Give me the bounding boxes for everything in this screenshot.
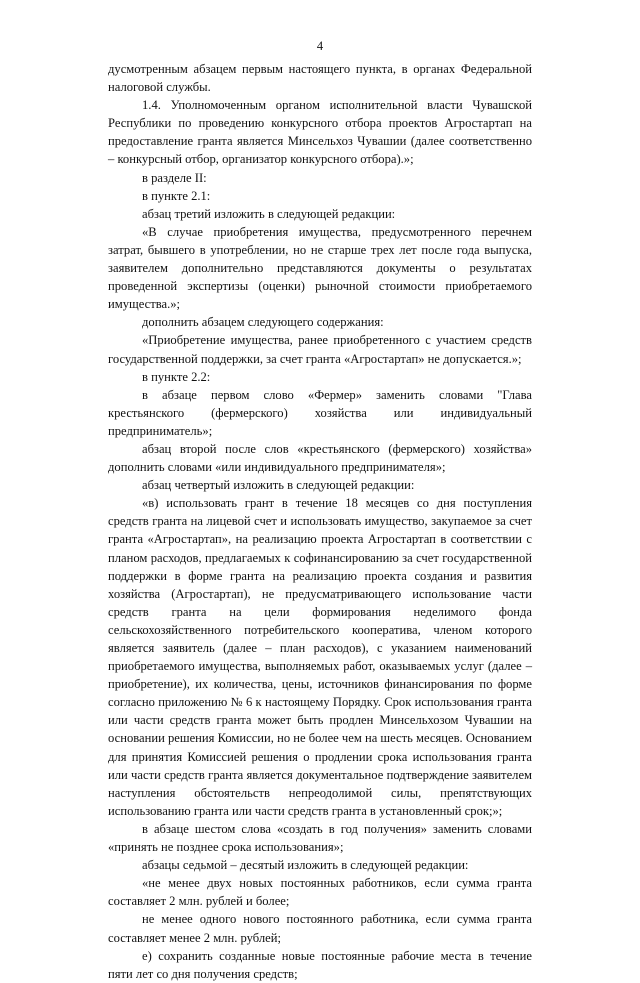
paragraph: е) сохранить созданные новые постоянные рабочие места в течение пяти лет со дня получения средств; xyxy=(108,948,532,981)
paragraph: «в) использовать грант в течение 18 месяцев со дня поступления средств гранта на лицевой счет и использовать имущество, закупаемое за счет гранта «Агростартап», на реализацию проекта Агростартап в соответствии с планом расходов, предлагаемых к софинансированию за счет государственной поддержки в форме гранта на реализацию проекта создания и развития хозяйства (Агростартап), не предусматривающего использование части средств гранта на цели формирования неделимого фонда сельскохозяйственного потребительского кооператива, членом которого является заявитель (далее – план расходов), с указанием наименований приобретаемого имущества, выполняемых работ, оказываемых услуг (далее – приобретение), их количества, цены, источников финансирования по форме согласно приложению № 6 к настоящему Порядку. Срок использования гранта или части средств гранта может быть продлен Минсельхозом Чувашии на основании решения Комиссии, но не более чем на шесть месяцев. Основанием для принятия Комиссией решения о продлении срока использования гранта или части средств гранта является документальное подтверждение заявителем наступления обстоятельств непреодолимой силы, препятствующих использованию гранта или части средств гранта в установленный срок;»; xyxy=(108,496,532,818)
paragraph: дополнить абзацем следующего содержания: xyxy=(142,315,384,330)
paragraph: «Приобретение имущества, ранее приобретенного с участием средств государственной поддержки, за счет гранта «Агростартап» не допускается.»; xyxy=(108,333,532,366)
paragraph: в разделе II: xyxy=(142,170,207,185)
paragraph: дусмотренным абзацем первым настоящего пункта, в органах Федеральной налоговой службы. xyxy=(108,62,532,95)
paragraph: «В случае приобретения имущества, предусмотренного перечнем затрат, бывшего в употреблении, но не старше трех лет после года выпуска, заявителем дополнительно представляются документы о результатах проведенной экспертизы (оценки) рыночной стоимости приобретаемого имущества.»; xyxy=(108,224,532,312)
paragraph: в пункте 2.1: xyxy=(142,188,211,203)
paragraph: абзац третий изложить в следующей редакции: xyxy=(142,206,396,221)
paragraph: в абзаце первом слово «Фермер» заменить словами "Глава крестьянского (фермерского) хозяйства или индивидуальный предприниматель»; xyxy=(108,387,532,438)
paragraph: в пункте 2.2: xyxy=(142,369,211,384)
paragraph: абзацы седьмой – десятый изложить в следующей редакции: xyxy=(142,858,469,873)
paragraph: абзац второй после слов «крестьянского (фермерского) хозяйства» дополнить словами «или индивидуального предпринимателя»; xyxy=(108,441,532,475)
paragraph: не менее одного нового постоянного работника, если сумма гранта составляет менее 2 млн. рублей; xyxy=(108,912,532,945)
paragraph: абзац четвертый изложить в следующей редакции: xyxy=(142,478,415,493)
paragraph: в абзаце шестом слова «создать в год получения» заменить словами «принять не позднее срока использования»; xyxy=(108,821,532,855)
page-number: 4 xyxy=(316,39,324,53)
paragraph: «не менее двух новых постоянных работников, если сумма гранта составляет 2 млн. рублей и более; xyxy=(108,876,532,909)
document-body xyxy=(108,60,532,983)
paragraph: 1.4. Уполномоченным органом исполнительной власти Чувашской Республики по проведению конкурсного отбора проектов Агростартап на предоставление гранта является Минсельхоз Чувашии (далее соответственно – конкурсный отбор, организатор конкурсного отбора).»; xyxy=(108,98,532,167)
